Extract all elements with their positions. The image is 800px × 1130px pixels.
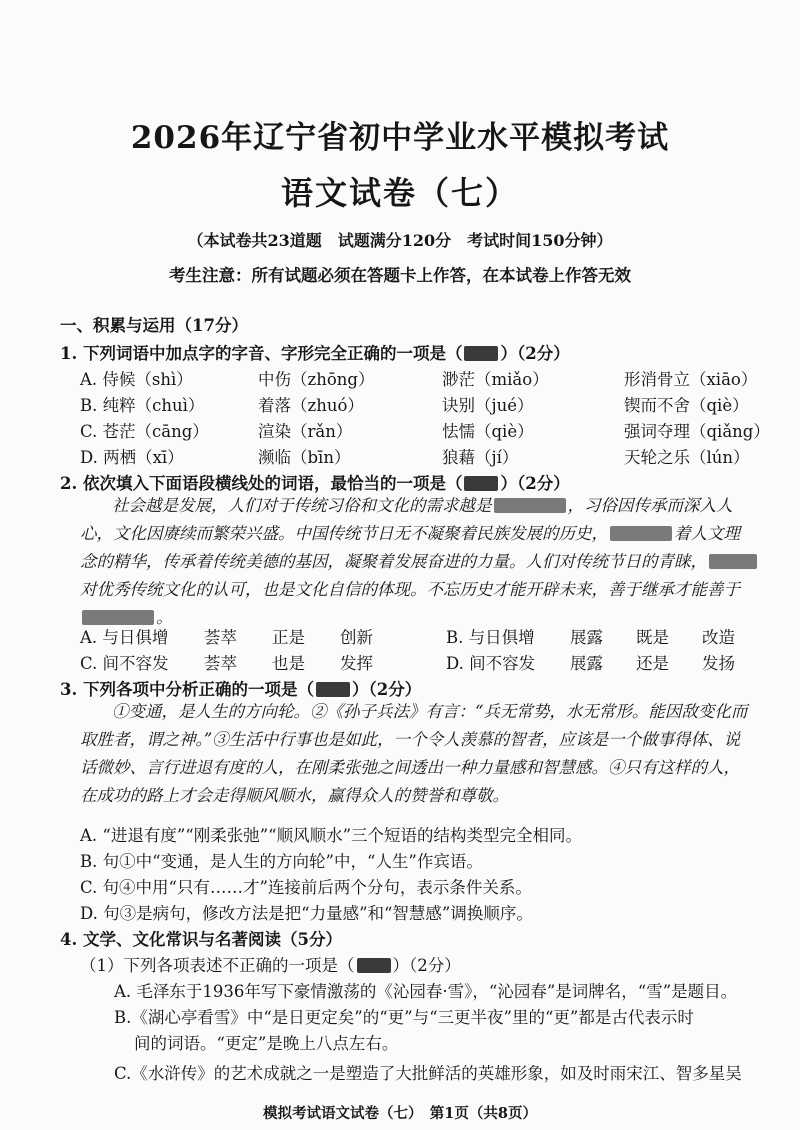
question-3-score: ）（2分） [351,680,422,699]
passage-text: 社会越是发展，人们对于传统习俗和文化的需求越是 [112,496,492,515]
option-item: 改造 [702,628,735,647]
option-item: C. 间不容发 [80,654,169,673]
question-2-passage-line [80,576,770,605]
option-item: A. 侍候（shì） [80,370,193,389]
option-item: D. 间不容发 [446,654,536,673]
option-item: 展露 [570,654,603,673]
option-item: 狼藉（jí） [442,448,519,467]
option-item: B. 与日俱增 [446,628,535,647]
redaction-mark [357,958,391,973]
question-3-passage-line: 话微妙、言行进退有度的人，在刚柔张弛之间透出一种力量感和智慧感。④只有这样的人， [80,758,740,777]
question-3-passage-line: ①变通，是人生的方向轮。②《孙子兵法》有言：“兵无常势，水无常形。能因敌变化而 [112,702,748,721]
exam-subtitle: 语文试卷（七） [280,174,519,212]
option-item: 渲染（rǎn） [258,422,353,441]
option-item: 荟萃 [204,654,237,673]
section-title: 一、积累与运用（17分） [60,316,248,335]
exam-title: 2026年辽宁省初中学业水平模拟考试 [130,120,670,156]
page-footer: 模拟考试语文试卷（七） 第1页（共8页） [263,1105,537,1122]
question-4-sub-1 [80,952,461,976]
question-4-option-b-cont: 间的词语。“更定”是晚上八点左右。 [134,1034,399,1053]
option-item: D. 两栖（xī） [80,448,184,467]
passage-text: 。 [156,608,173,627]
question-2-passage-line [112,492,772,521]
option-item: 中伤（zhōng） [258,370,375,389]
option-item: 锲而不舍（qiè） [624,396,749,415]
option-item: 创新 [340,628,373,647]
option-item: 形消骨立（xiāo） [624,370,758,389]
question-3-option-d: D. 句③是病句，修改方法是把“力量感”和“智慧感”调换顺序。 [80,904,533,923]
option-item: 也是 [272,654,305,673]
option-item: 正是 [272,628,305,647]
redaction-mark [494,498,566,513]
option-item: 天轮之乐（lún） [624,448,750,467]
question-4-option-c: C.《水浒传》的艺术成就之一是塑造了大批鲜活的英雄形象，如及时雨宋江、智多星吴 [114,1064,742,1083]
option-item: 荟萃 [204,628,237,647]
question-3-stem-text: 3. 下列各项中分析正确的一项是（ [60,680,314,699]
option-item: 展露 [570,628,603,647]
passage-text: 着人文理 [674,524,740,543]
redaction-mark [316,682,350,697]
option-item: 诀别（jué） [442,396,534,415]
passage-text: 念的精华，传承着传统美德的基因，凝聚着发展奋进的力量。人们对传统节日的青睐， [80,552,707,571]
question-2-passage-line [80,520,770,549]
option-item: 渺茫（miǎo） [442,370,549,389]
option-item: 还是 [636,654,669,673]
question-4-sub-1-text: （1）下列各项表述不正确的一项是（ [80,956,355,975]
option-item: 着落（zhuó） [258,396,364,415]
passage-text: 对优秀传统文化的认可，也是文化自信的体现。不忘历史才能开辟未来，善于继承才能善于 [80,580,740,599]
option-item: 怯懦（qiè） [442,422,534,441]
option-item: A. 与日俱增 [80,628,169,647]
redaction-mark [464,346,498,361]
question-4-sub-1-score: ）（2分） [392,956,461,975]
redaction-mark [464,476,498,491]
question-4-option-b: B.《湖心亭看雪》中“是日更定矣”的“更”与“三更半夜”里的“更”都是古代表示时 [114,1008,694,1027]
question-2-score: ）（2分） [500,474,570,493]
question-2-passage-line [80,548,770,577]
question-3-stem [60,676,421,700]
exam-info: （本试卷共23道题 试题满分120分 考试时间150分钟） [187,231,613,250]
question-2-stem-text: 2. 依次填入下面语段横线处的词语，最恰当的一项是（ [60,474,463,493]
redaction-mark [610,526,672,541]
question-3-option-a: A. “进退有度”“刚柔张弛”“顺风顺水”三个短语的结构类型完全相同。 [80,826,583,845]
option-item: 发挥 [340,654,373,673]
question-4-stem: 4. 文学、文化常识与名著阅读（5分） [60,930,342,949]
question-3-option-c: C. 句④中用“只有……才”连接前后两个分句，表示条件关系。 [80,878,532,897]
passage-text: ，习俗因传承而深入人 [567,496,733,515]
question-3-passage-line: 取胜者，谓之神。”③生活中行事也是如此，一个令人羡慕的智者，应该是一个做事得体、说 [80,730,741,749]
question-1-stem-text: 1. 下列词语中加点字的字音、字形完全正确的一项是（ [60,344,463,363]
option-item: 既是 [636,628,669,647]
option-item: 强词夺理（qiǎng） [624,422,770,441]
passage-text: 心，文化因赓续而繁荣兴盛。中国传统节日无不凝聚着民族发展的历史， [80,524,608,543]
question-4-option-a: A. 毛泽东于1936年写下豪情激荡的《沁园春·雪》，“沁园春”是词牌名，“雪”是题目。 [114,982,738,1001]
question-2-stem [60,470,570,494]
option-item: C. 苍茫（cāng） [80,422,209,441]
exam-notice: 考生注意：所有试题必须在答题卡上作答，在本试卷上作答无效 [169,266,631,285]
question-3-option-b: B. 句①中“变通，是人生的方向轮”中，“人生”作宾语。 [80,852,483,871]
option-item: 发扬 [702,654,735,673]
question-1-stem [60,340,570,364]
option-item: B. 纯粹（chuì） [80,396,205,415]
question-1-score: ）（2分） [500,344,570,363]
question-3-passage-line: 在成功的路上才会走得顺风顺水，赢得众人的赞誉和尊敬。 [80,786,509,805]
option-item: 濒临（bīn） [258,448,351,467]
redaction-mark [709,554,757,569]
redaction-mark [82,610,154,625]
